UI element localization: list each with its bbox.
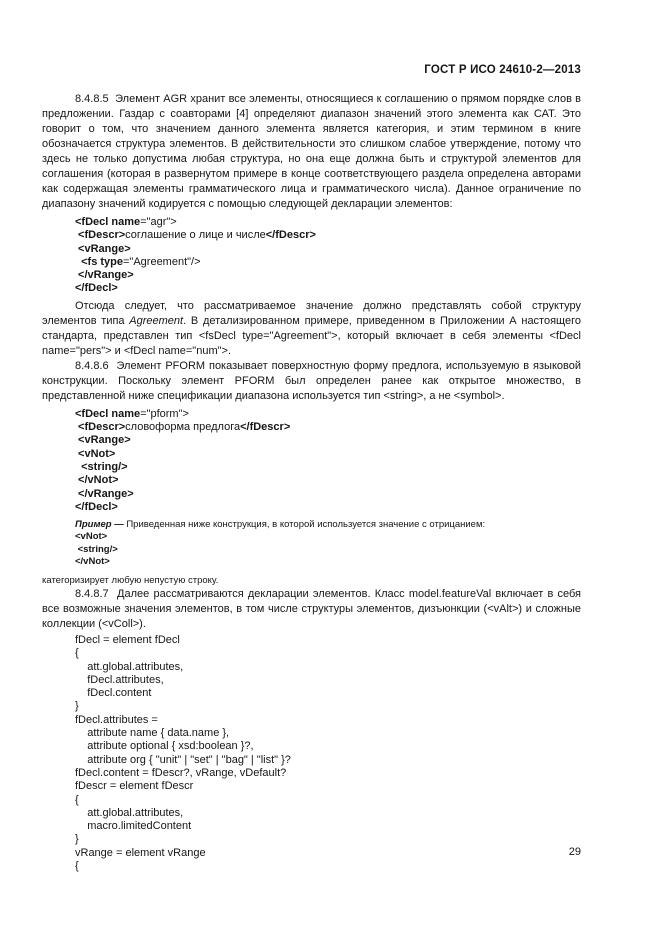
code-block-agr [75,216,581,296]
code-line: </vRange> [75,487,134,500]
code-block-pform [75,408,581,514]
code-line: </vNot> [75,555,110,567]
paragraph-8-4-8-5: 8.4.8.5 Элемент AGR хранит все элементы, относящиеся к соглашению о прямом порядке слов в предложении. Газдар с соавторами [4] определяют диапазон значений этого элемента как САТ. Это говорит о том, что значением данного элемента является категория, и этим термином в книге обозначается структура элементов. В действительности это слишком слабое утверждение, потому что здесь не только допустима любая структура, но она еще должна быть и структурой элементов для соглашения (которая в развернутом примере в конце соответствующего раздела определена авторами как содержащая элементы грамматического лица и грамматического числа). Данное ограничение по диапазону значений кодируется с помощью следующей декларации элементов: [42,93,581,210]
code-line: fDescr = element fDescr [75,780,194,793]
code-line: <vRange> [75,242,131,255]
code-line: </fDecl> [75,500,118,513]
code-line: attribute name { data.name }, [75,727,230,740]
code-line: fDecl.attributes, [75,673,164,686]
code-line: <vNot> [75,447,116,460]
paragraph-agreement-type: Отсюда следует, что рассматриваемое значение должно представлять собой структуру элементов типа Agreement. В детализированном примере, приведенном в Приложении А настоящего стандарта, представлен тип <fsDecl type="Agreement">, который включает в себя элементы <fDecl name="pers"> и <fDecl name="num">. [42,299,581,357]
code-line: fDecl = element fDecl [75,633,180,646]
code-line: fDecl.content = fDescr?, vRange, vDefault? [75,766,287,779]
code-line: att.global.attributes, [75,660,184,673]
paragraph-8-4-8-7: 8.4.8.7 Далее рассматриваются декларации элементов. Класс model.featureVal включает в себя все возможные значения элементов, в том числе структуры элементов, дизъюнкции (<vAlt>) и сложные коллекции (<vColl>). [42,587,581,630]
code-line: att.global.attributes, [75,806,184,819]
code-line: <vRange> [75,434,131,447]
code-line: <vNot> [75,531,108,543]
paragraph-categorizes: категоризирует любую непустую строку. [42,574,219,586]
document-body [42,92,581,873]
doc-header-code: ГОСТ Р ИСО 24610-2—2013 [424,64,581,76]
code-line: <string/> [75,460,128,473]
code-line: { [75,860,79,873]
code-line: fDecl.attributes = [75,713,158,726]
code-line: vRange = element vRange [75,846,206,859]
example-block [75,519,581,568]
code-line: <fDecl name="agr"> [75,216,177,228]
code-line: Пример — Приведенная ниже конструкция, в которой используется значение с отрицанием: [75,519,486,531]
code-line: } [75,833,79,846]
code-line: <fDecl name="pform"> [75,407,189,420]
code-line: </fDecl> [75,282,118,295]
code-line: <fDescr>соглашение о лице и числе</fDescr> [75,229,316,242]
code-line: attribute org { "unit" | "set" | "bag" | "list" }? [75,753,291,766]
code-line: </vRange> [75,269,134,282]
code-line: { [75,793,79,806]
code-line: attribute optional { xsd:boolean }?, [75,740,254,753]
code-line: } [75,700,79,713]
code-line: macro.limitedContent [75,820,192,833]
code-line: </vNot> [75,474,119,487]
code-line: <fDescr>словоформа предлога</fDescr> [75,421,291,434]
code-line: <fs type="Agreement"/> [75,255,201,268]
code-line: fDecl.content [75,687,152,700]
page-number: 29 [568,846,581,858]
paragraph-8-4-8-6: 8.4.8.6 Элемент PFORM показывает поверхностную форму предлога, используемую в языковой конструкции. Поскольку элемент PFORM был определен ранее как открытое множество, в представленной ниже спецификации диапазона используется тип <string>, а не <symbol>. [42,359,581,402]
code-line: <string/> [75,543,118,555]
code-line: { [75,647,79,660]
code-block-relaxng [75,634,581,873]
